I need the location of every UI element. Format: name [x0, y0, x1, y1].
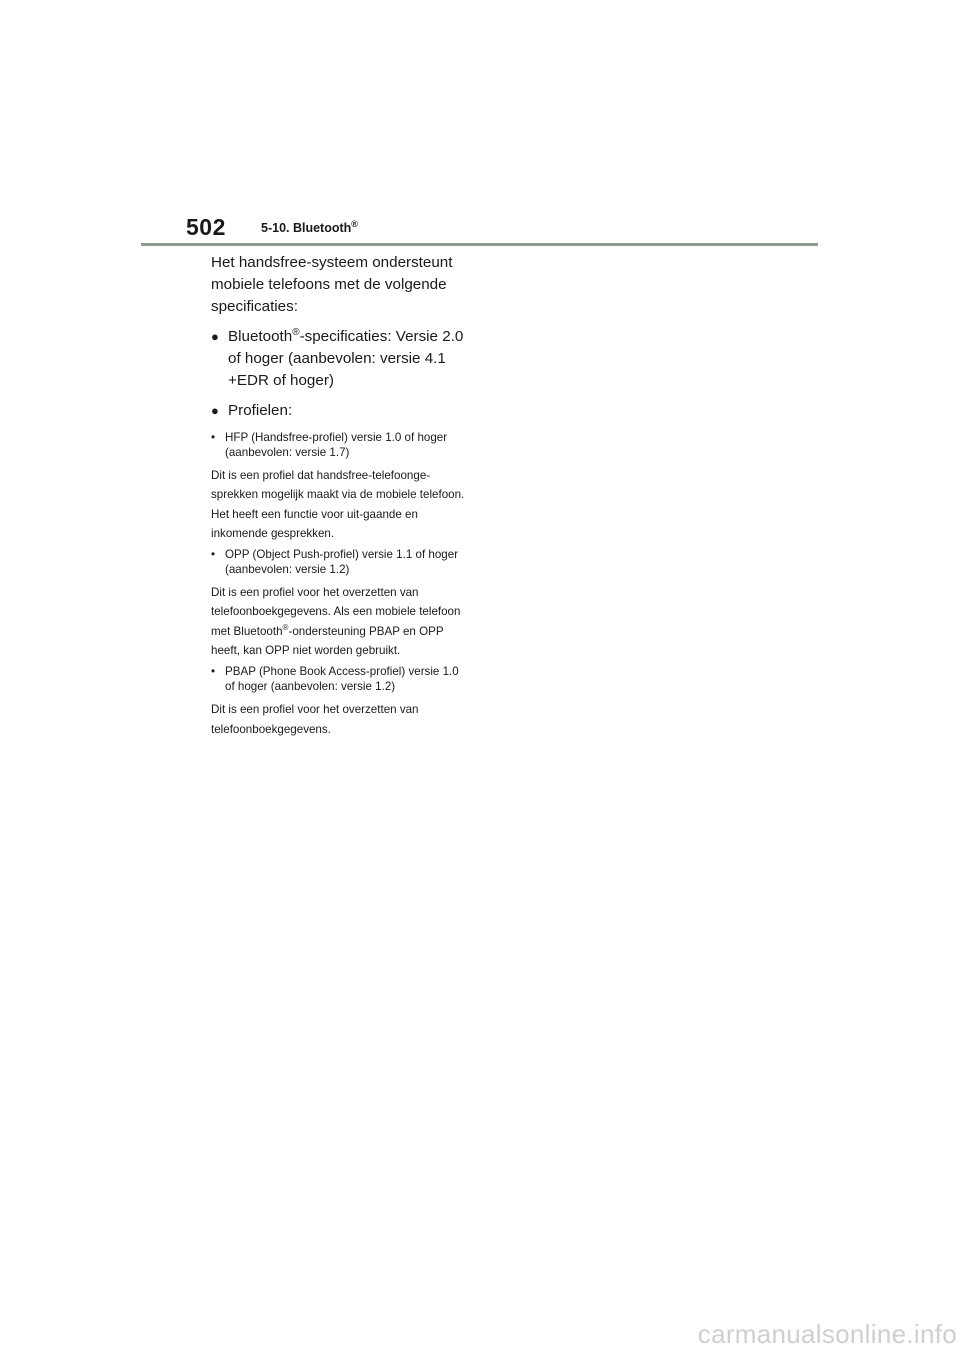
header-divider: [141, 243, 818, 246]
spec-bullet-bluetooth: [211, 326, 469, 392]
bullet-text-part: -specificaties: Versie 2.0 of hoger (aanbevolen: versie 4.1 +EDR of hoger): [228, 328, 464, 389]
registered-mark: ®: [292, 326, 300, 338]
profile-item-text: OPP (Object Push-profiel) versie 1.1 of hoger (aanbevolen: versie 1.2): [225, 548, 459, 577]
page-number: 502: [186, 214, 226, 240]
section-title: [261, 219, 358, 235]
registered-mark: ®: [351, 219, 358, 229]
profile-item-text: PBAP (Phone Book Access-profiel) versie 1.0 of hoger (aanbevolen: versie 1.2): [225, 665, 459, 694]
profile-item-text: HFP (Handsfree-profiel) versie 1.0 of hoger (aanbevolen: versie 1.7): [225, 431, 448, 459]
profile-description-pbap: Dit is een profiel voor het overzetten van telefoonboekgegevens.: [211, 703, 419, 736]
description-part: -ondersteuning PBAP en OPP heeft, kan OPP niet worden gebruikt.: [211, 624, 444, 658]
small-bullet-icon: •: [211, 548, 216, 562]
profile-item-hfp: [211, 430, 469, 460]
profile-item-pbap: [211, 664, 469, 694]
small-bullet-icon: •: [211, 665, 216, 679]
small-bullet-icon: •: [211, 431, 216, 444]
main-content: [211, 252, 469, 743]
profile-description-hfp: Dit is een profiel dat handsfree-telefoonge-sprekken mogelijk maakt via de mobiele telefoon. Het heeft een functie voor uit-gaande en inkomende gesprekken.: [211, 469, 465, 540]
spec-bullet-profiles: [211, 400, 469, 422]
bullet-text: Profielen:: [228, 402, 293, 419]
bullet-icon: ●: [211, 329, 219, 344]
profile-description-opp: [211, 583, 469, 660]
registered-mark: ®: [282, 622, 289, 632]
description-part: Dit is een profiel voor het overzetten van telefoonboekgegevens. Als een mobiele telefoon met Bluetooth: [211, 586, 461, 638]
bullet-text-part: Bluetooth: [228, 328, 293, 345]
section-title-text: 5-10. Bluetooth: [261, 221, 352, 236]
watermark: carmanualsonline.info: [697, 1319, 957, 1349]
bullet-icon: ●: [211, 403, 219, 418]
intro-paragraph: Het handsfree-systeem ondersteunt mobiele telefoons met de volgende specificaties:: [211, 254, 453, 315]
bullet-text: [228, 326, 469, 392]
profile-item-opp: [211, 547, 469, 577]
